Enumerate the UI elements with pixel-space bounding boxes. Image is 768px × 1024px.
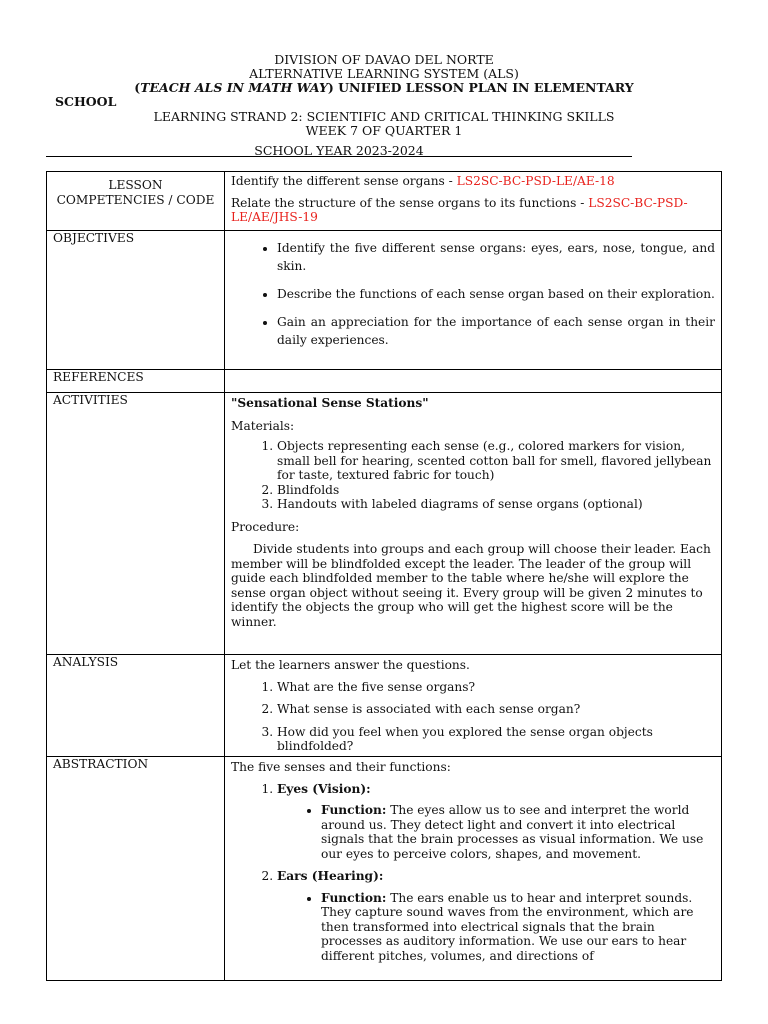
sense-function-list <box>231 803 715 861</box>
competency-code-2: LS2SC-BC-PSD-LE/AE/JHS-19 <box>231 195 688 224</box>
abstraction-intro: The five senses and their functions: <box>231 760 451 774</box>
header-line-als: ALTERNATIVE LEARNING SYSTEM (ALS) <box>249 66 519 81</box>
sense-item <box>277 869 715 884</box>
sense-function-list <box>231 891 715 964</box>
row-references <box>47 370 722 393</box>
objectives-content <box>225 231 722 370</box>
lesson-plan-table <box>46 171 722 981</box>
activities-content <box>225 393 722 655</box>
label-references: REFERENCES <box>47 370 225 393</box>
materials-label: Materials: <box>231 418 295 433</box>
objective-item: • Gain an appreciation for the importance of each sense organ in their daily experiences. <box>277 313 715 349</box>
header-line-school: SCHOOL <box>55 94 117 109</box>
sense-function: • Function: The eyes allow us to see and interpret the world around us. They detect light and convert it into electrical signals that the brain processes as visual information. We use our eyes to perceive colors, shapes, and movement. <box>321 803 715 861</box>
header-line-division: DIVISION OF DAVAO DEL NORTE <box>274 52 494 67</box>
objective-item: • Identify the five different sense organs: eyes, ears, nose, tongue, and skin. <box>277 239 715 275</box>
row-objectives <box>47 231 722 370</box>
label-analysis: ANALYSIS <box>47 655 225 757</box>
analysis-question: 2. What sense is associated with each sense organ? <box>277 702 715 717</box>
senses-list-continued <box>231 869 715 884</box>
material-item: 2. Blindfolds <box>277 483 715 498</box>
competency-item-1: Identify the different sense organs - LS2SC-BC-PSD-LE/AE-18 <box>231 174 615 188</box>
header-line-week: WEEK 7 OF QUARTER 1 <box>305 123 463 138</box>
label-abstraction: ABSTRACTION <box>47 757 225 981</box>
materials-list <box>231 439 715 512</box>
analysis-intro: Let the learners answer the questions. <box>231 658 470 672</box>
analysis-questions <box>231 680 715 754</box>
label-activities: ACTIVITIES <box>47 393 225 655</box>
row-activities <box>47 393 722 655</box>
abstraction-content <box>225 757 722 981</box>
competencies-content <box>225 172 722 231</box>
material-item: 1. Objects representing each sense (e.g., colored markers for vision, small bell for hearing, scented cotton ball for smell, flavored jellybean for taste, textured fabric for touch) <box>277 439 715 483</box>
senses-list <box>231 782 715 797</box>
header-line-school-year: SCHOOL YEAR 2023-2024 <box>254 143 424 158</box>
procedure-text: Divide students into groups and each group will choose their leader. Each member will be blindfolded except the leader. The leader of the group will guide each blindfolded member to the table where he/she will explore the sense organ object without seeing it. Every group will be given 2 minutes to identify the objects the group who will get the highest score will be the winner. <box>231 542 711 629</box>
header-line-plan-title: (TEACH ALS IN MATH WAY) UNIFIED LESSON PLAN IN ELEMENTARY <box>134 80 634 95</box>
row-analysis <box>47 655 722 757</box>
sense-name: Ears (Hearing): <box>277 869 384 883</box>
material-item: 3. Handouts with labeled diagrams of sense organs (optional) <box>277 497 715 512</box>
row-competencies <box>47 172 722 231</box>
analysis-content <box>225 655 722 757</box>
objective-item: • Describe the functions of each sense organ based on their exploration. <box>277 285 715 303</box>
sense-function: • Function: The ears enable us to hear and interpret sounds. They capture sound waves from the environment, which are then transformed into electrical signals that the brain processes as auditory information. We use our ears to hear different pitches, volumes, and directions of <box>321 891 715 964</box>
objectives-list <box>231 239 715 349</box>
header-line-strand: LEARNING STRAND 2: SCIENTIFIC AND CRITICAL THINKING SKILLS <box>153 109 615 124</box>
label-objectives: OBJECTIVES <box>47 231 225 370</box>
activity-title: "Sensational Sense Stations" <box>231 396 429 410</box>
header-divider <box>46 156 632 157</box>
sense-item <box>277 782 715 797</box>
analysis-question: 1. What are the five sense organs? <box>277 680 715 695</box>
sense-name: Eyes (Vision): <box>277 781 371 796</box>
label-competencies: LESSON COMPETENCIES / CODE <box>47 172 225 231</box>
competency-code-1: LS2SC-BC-PSD-LE/AE-18 <box>456 174 615 188</box>
procedure-label: Procedure: <box>231 519 300 534</box>
competency-item-2: Relate the structure of the sense organs to its functions - LS2SC-BC-PSD-LE/AE/JHS-19 <box>231 195 688 224</box>
row-abstraction <box>47 757 722 981</box>
analysis-question: 3. How did you feel when you explored the sense organ objects blindfolded? <box>277 725 715 754</box>
references-content <box>225 370 722 393</box>
